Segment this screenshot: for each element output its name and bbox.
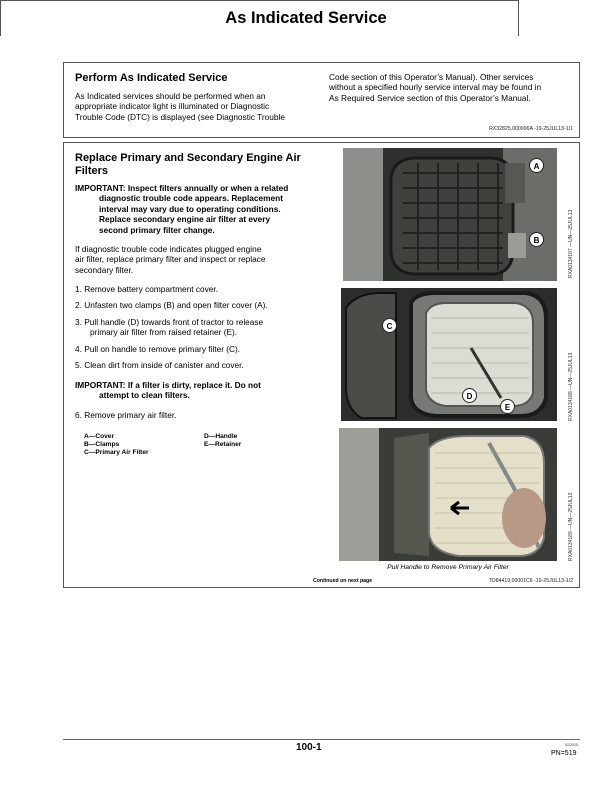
text-line: If diagnostic trouble code indicates plugged engine [75,244,262,254]
legend-right [204,433,241,449]
text-line: If a filter is dirty, replace it. Do not [127,380,261,390]
heading-line: Replace Primary and Secondary Engine Air [75,152,301,164]
text-line: As Indicated services should be performed when an [75,91,266,101]
photo-primary-filter [341,288,557,421]
text-line: without a specified hourly service interval may be found in [329,82,542,93]
photo-code: RXA0134187 —UN—25JUL13 [568,209,574,278]
filter-cover-illustration [343,148,557,281]
section-as-indicated [63,62,580,138]
legend-left [84,433,149,458]
section1-heading: Perform As Indicated Service [75,72,228,84]
text-line: Replace secondary engine air filter at every [99,214,271,225]
photo-filter-cover [343,148,557,281]
callout-a: A [529,158,544,173]
photo-caption: Pull Handle to Remove Primary Air Filter [387,564,509,571]
section2-ref: TO84419,00001C6 -19-25JUL13-1/2 [488,578,573,584]
callout-e: E [500,399,515,414]
important-label: IMPORTANT: [75,380,126,390]
list-item: 5. Clean dirt from inside of canister and cover. [75,360,244,371]
legend-item: A—Cover [84,433,115,440]
legend-item: E—Retainer [204,441,242,449]
text-line: appropriate indicator light is illuminated or Diagnostic [75,101,270,112]
list-item: 1. Remove battery compartment cover. [75,284,218,294]
text-line: Code section of this Operator’s Manual). Other services [329,72,534,82]
section1-para-left [75,91,325,122]
text-line: diagnostic trouble code appears. Replacement [99,193,283,204]
small-code: 022015 [565,742,579,747]
photo-code: RXA0134189 —UN—25JUL13 [568,492,574,561]
text-line: air filter, replace primary filter and inspect or replace [75,254,266,265]
list-item: 6. Remove primary air filter. [75,410,177,420]
text-line: attempt to clean filters. [99,390,190,401]
text-line: interval may vary due to operating conditions. [99,203,281,214]
list-item-cont: primary air filter from raised retainer (E). [90,327,238,338]
text-line: As Required Service section of this Operator’s Manual. [329,92,531,103]
text-line: second primary filter change. [99,224,215,235]
footer-rule [63,739,580,740]
section1-ref: RX32825,000006A -19-25JUL13-1/1 [489,126,573,132]
remove-filter-illustration [339,428,557,561]
legend-item: D—Handle [204,433,238,440]
list-item: 4. Pull on handle to remove primary filter (C). [75,343,241,354]
section1-para-right [329,72,579,103]
page-number: 100-1 [296,742,322,753]
callout-c: C [382,318,397,333]
legend-item: B—Clamps [84,441,120,449]
callout-d: D [462,388,477,403]
important-label: IMPORTANT: [75,183,126,193]
list-item: 2. Unfasten two clamps (B) and open filter cover (A). [75,300,268,311]
section2-heading [75,152,301,178]
text-line: Inspect filters annually or when a related [127,183,289,193]
section2-para [75,244,335,275]
pn-label: PN=519 [551,750,577,757]
section-replace-filters [63,142,580,588]
legend-item: C—Primary Air Filter [84,449,149,457]
heading-line: Filters [75,165,109,177]
text-line: secondary filter. [75,264,134,275]
text-line: Trouble Code (DTC) is displayed (see Diagnostic Trouble [75,111,285,122]
callout-b: B [529,232,544,247]
important-note-2 [75,380,335,401]
continued-note: Continued on next page [313,578,373,584]
title-box [0,0,519,36]
photo-code: RXA0134188 —UN—25JUL13 [568,352,574,421]
steps-list [75,284,335,370]
primary-filter-illustration [341,288,557,421]
photo-remove-filter [339,428,557,561]
list-item: 3. Pull handle (D) towards front of tractor to release [75,316,264,327]
important-note-1 [75,183,335,235]
page-title: As Indicated Service [225,9,387,27]
